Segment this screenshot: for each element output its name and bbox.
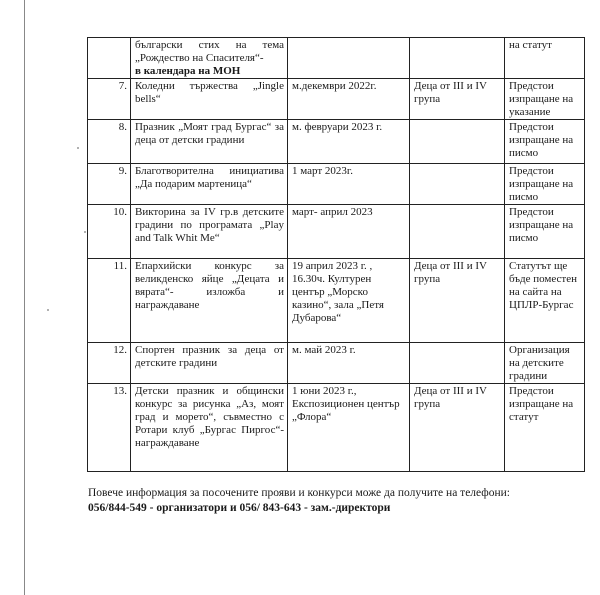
event-text: български стих на тема „Рождество на Спасителя“- — [135, 39, 284, 64]
scan-edge-line — [24, 0, 25, 595]
table-row — [88, 259, 585, 343]
table-row — [88, 205, 585, 259]
participants: Деца от III и IV група — [410, 384, 505, 472]
event-date: март- април 2023 — [288, 205, 410, 259]
row-number — [88, 38, 131, 79]
contact-phones: 056/844-549 - организатори и 056/ 843-643 - зам.-директори — [88, 502, 391, 514]
table-row — [88, 120, 585, 164]
event-name: Епархийски конкурс за великденско яйце „Децата и вярата“- изложба и награждаване — [131, 259, 288, 343]
note: Предстои изпращане на писмо — [505, 120, 585, 164]
participants: Деца от III и IV група — [410, 79, 505, 120]
row-number: 10. — [88, 205, 131, 259]
note: Статутът ще бъде поместен на сайта на ЦПЛР-Бургас — [505, 259, 585, 343]
table-row — [88, 79, 585, 120]
table-row — [88, 343, 585, 384]
row-number: 8. — [88, 120, 131, 164]
participants — [410, 164, 505, 205]
contact-intro: Повече информация за посочените прояви и конкурси може да получите на телефони: — [88, 487, 510, 499]
note: Предстои изпращане на указание — [505, 79, 585, 120]
table-row — [88, 384, 585, 472]
scan-speck — [84, 231, 86, 233]
event-date: 1 март 2023г. — [288, 164, 410, 205]
events-table — [87, 37, 585, 472]
participants — [410, 38, 505, 79]
event-date — [288, 38, 410, 79]
scan-speck — [47, 309, 49, 311]
scan-speck — [77, 147, 79, 149]
row-number: 12. — [88, 343, 131, 384]
note: Организация на детските градини — [505, 343, 585, 384]
event-name — [131, 38, 288, 79]
table-row — [88, 38, 585, 79]
participants: Деца от III и IV група — [410, 259, 505, 343]
event-date: м. май 2023 г. — [288, 343, 410, 384]
event-name: Детски празник и общински конкурс за рисунка „Аз, моят град и морето“, съвместно с Ротари клуб „Бургас Пиргос“- награждаване — [131, 384, 288, 472]
event-date: 1 юни 2023 г., Експозиционен център „Флора“ — [288, 384, 410, 472]
note: на статут — [505, 38, 585, 79]
note: Предстои изпращане на писмо — [505, 205, 585, 259]
event-name: Викторина за IV гр.в детските градини по програмата „Play and Talk Whit Me“ — [131, 205, 288, 259]
event-bold-text: в календара на МОН — [135, 65, 241, 77]
event-name: Коледни тържества „Jingle bells“ — [131, 79, 288, 120]
participants — [410, 343, 505, 384]
row-number: 13. — [88, 384, 131, 472]
row-number: 9. — [88, 164, 131, 205]
participants — [410, 120, 505, 164]
note: Предстои изпращане на писмо — [505, 164, 585, 205]
participants — [410, 205, 505, 259]
event-date: м. февруари 2023 г. — [288, 120, 410, 164]
row-number: 11. — [88, 259, 131, 343]
event-name: Празник „Моят град Бургас“ за деца от детски градини — [131, 120, 288, 164]
event-name: Благотворителна инициатива „Да подарим мартеница“ — [131, 164, 288, 205]
event-name: Спортен празник за деца от детските градини — [131, 343, 288, 384]
table-row — [88, 164, 585, 205]
event-date: 19 април 2023 г. , 16.30ч. Културен център „Морско казино“, зала „Петя Дубарова“ — [288, 259, 410, 343]
event-date: м.декември 2022г. — [288, 79, 410, 120]
row-number: 7. — [88, 79, 131, 120]
note: Предстои изпращане на статут — [505, 384, 585, 472]
contact-info — [88, 486, 588, 516]
